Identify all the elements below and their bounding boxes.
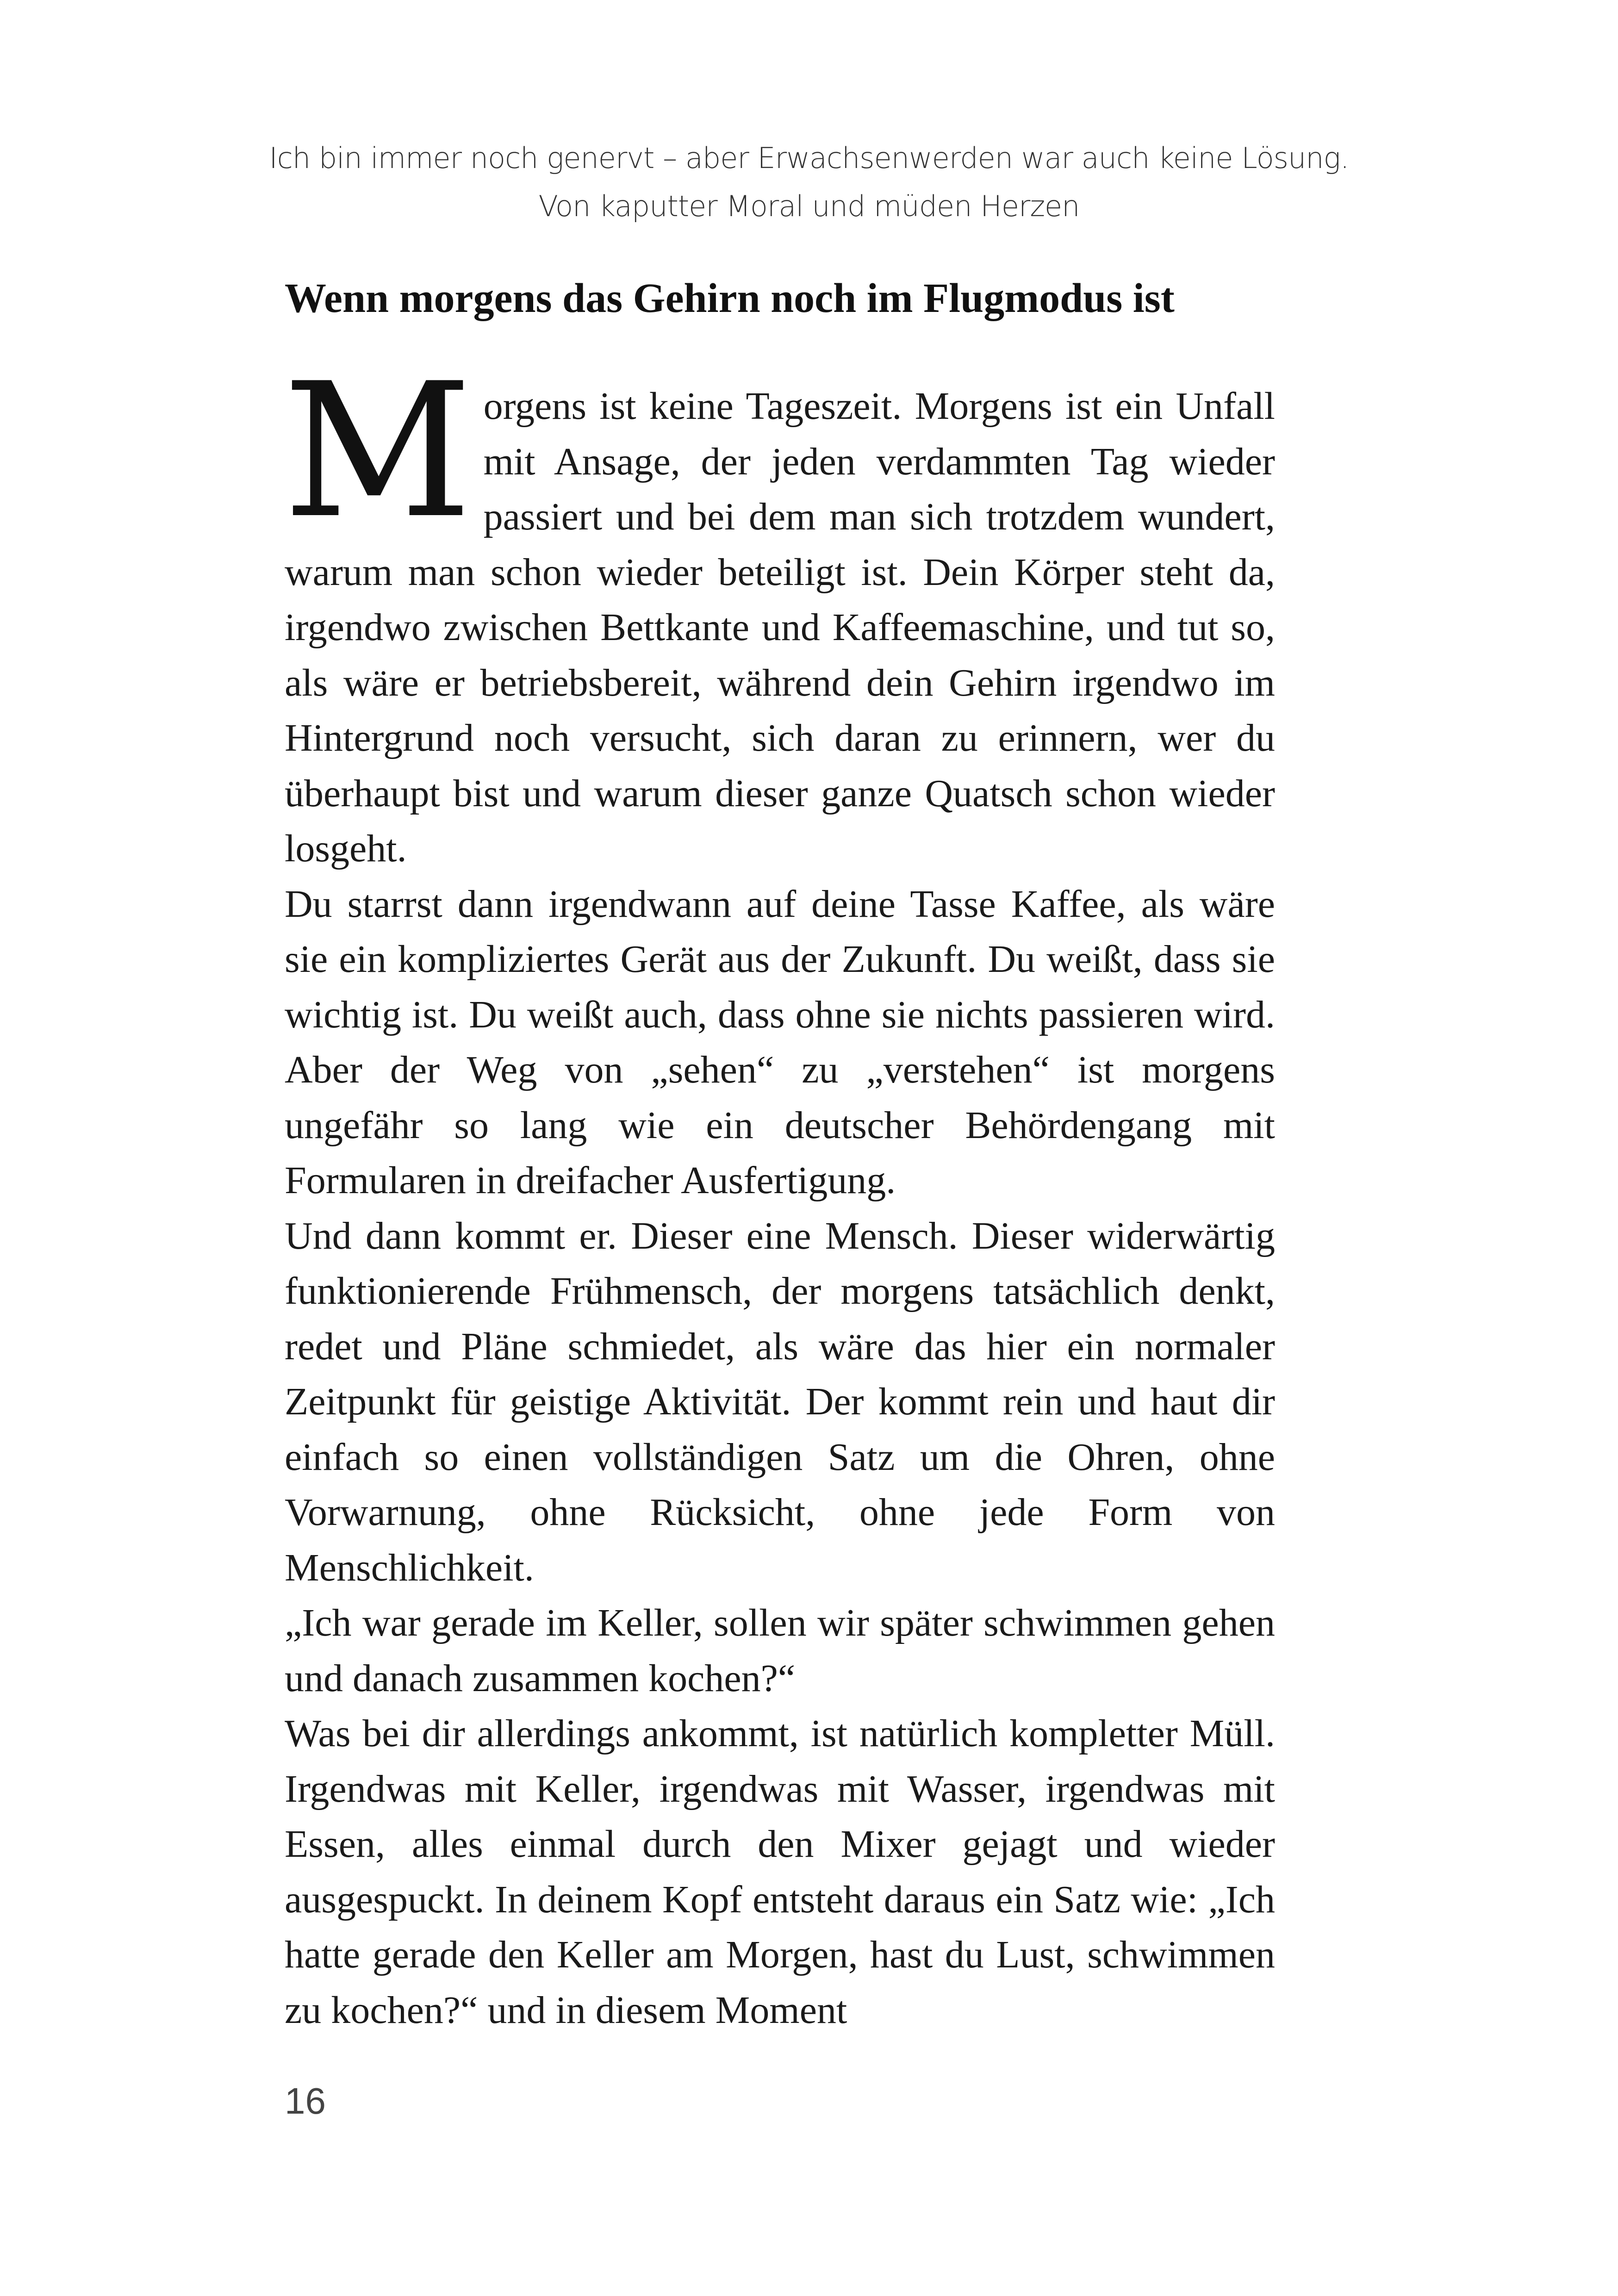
paragraph-3: Und dann kommt er. Dieser eine Mensch. Dieser widerwärtig funktionierende Frühmensch, der morgens tatsächlich denkt, redet und Pläne schmiedet, als wäre das hier ein normaler Zeitpunkt für geistige Aktivität. Der kommt rein und haut dir einfach so einen vollständigen Satz um die Ohren, ohne Vorwarnung, ohne Rücksicht, ohne jede Form von Menschlichkeit. [285, 1214, 1275, 1589]
page-number: 16 [285, 2080, 326, 2122]
paragraph-1 [283, 344, 1275, 877]
running-header [0, 134, 1618, 230]
header-line-2: Von kaputter Moral und müden Herzen [538, 189, 1080, 223]
chapter-title: Wenn morgens das Gehirn noch im Flugmodus ist [285, 275, 1175, 321]
paragraph-2: Du starrst dann irgendwann auf deine Tasse Kaffee, als wäre sie ein kompliziertes Gerät aus der Zukunft. Du weißt, dass sie wichtig ist. Du weißt auch, dass ohne sie nichts passieren wird. Aber der Weg von „sehen“ zu „verstehen“ ist morgens ungefähr so lang wie ein deutscher Behördengang mit Formularen in dreifacher Ausfertigung. [285, 882, 1275, 1202]
paragraph-5: Was bei dir allerdings ankommt, ist natürlich kompletter Müll. Irgendwas mit Keller, irgendwas mit Wasser, irgendwas mit Essen, alles einmal durch den Mixer gejagt und wieder ausgespuckt. In deinem Kopf entsteht daraus ein Satz wie: „Ich hatte gerade den Keller am Morgen, hast du Lust, schwimmen zu kochen?“ und in diesem Moment [285, 1712, 1275, 2032]
header-line-1: Ich bin immer noch genervt – aber Erwachsenwerden war auch keine Lösung. [269, 141, 1349, 175]
drop-cap: M [283, 344, 473, 559]
paragraph-4: „Ich war gerade im Keller, sollen wir später schwimmen gehen und danach zusammen kochen?“ [285, 1601, 1275, 1700]
body-text [283, 344, 1275, 2038]
paragraph-1-text: orgens ist keine Tageszeit. Morgens ist ein Unfall mit Ansage, der jeden verdammten Tag wieder passiert und bei dem man sich trotzdem wundert, warum man schon wieder beteiligt ist. Dein Körper steht da, irgendwo zwischen Bettkante und Kaffeemaschine, und tut so, als wäre er betriebsbereit, während dein Gehirn irgendwo im Hintergrund noch versucht, sich daran zu erinnern, wer du überhaupt bist und warum dieser ganze Quatsch schon wieder losgeht. [285, 385, 1275, 870]
